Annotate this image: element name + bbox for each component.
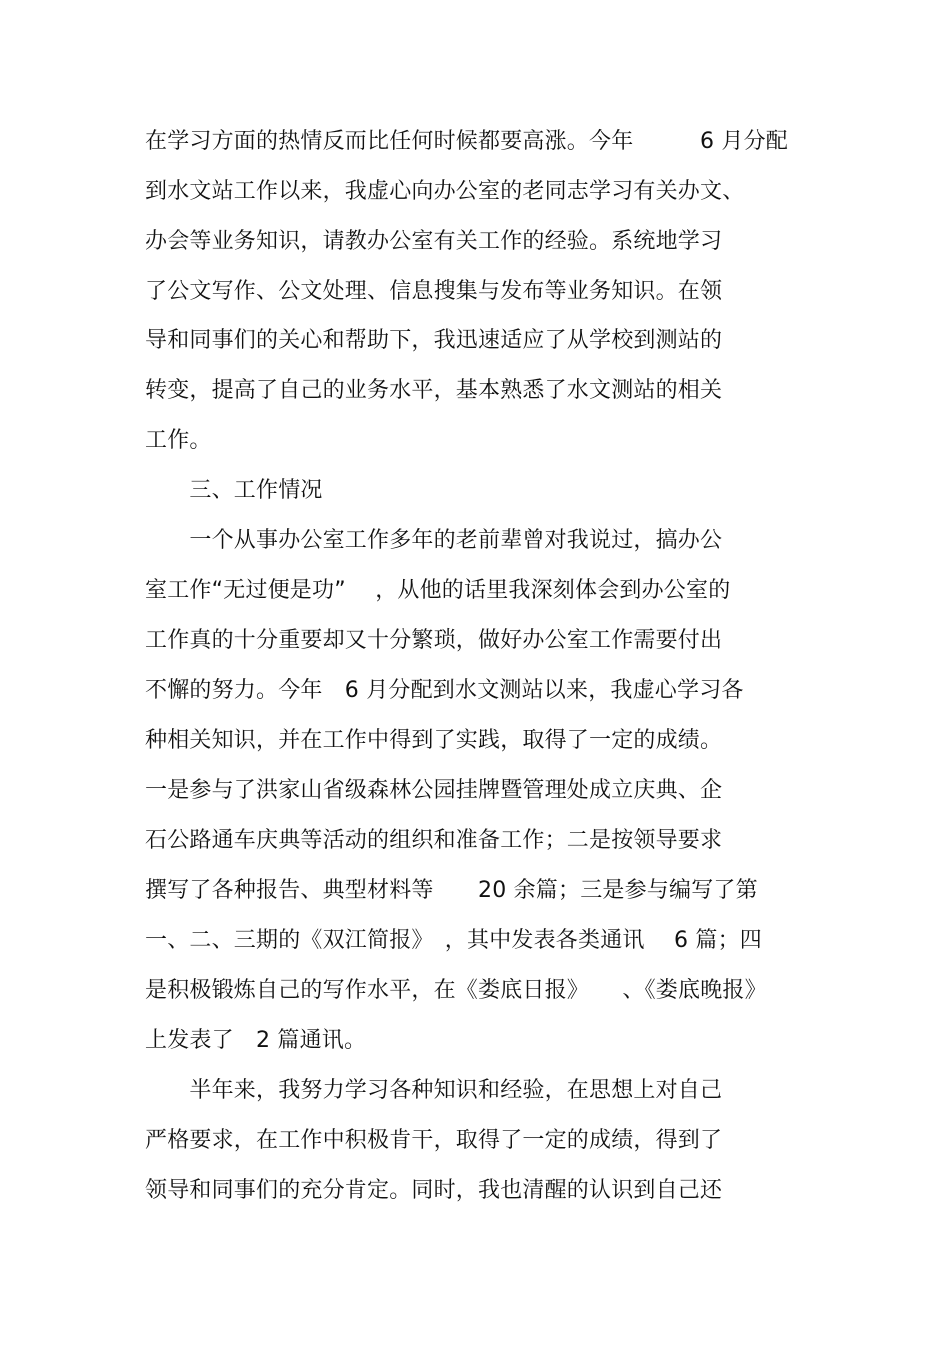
text-line: 一、二、三期的《双江简报》 ，其中发表各类通讯 6 篇；四 <box>145 928 762 953</box>
text-line: 半年来，我努力学习各种知识和经验，在思想上对自己 <box>145 1078 723 1103</box>
text-line: 领导和同事们的充分肯定。同时，我也清醒的认识到自己还 <box>145 1178 723 1203</box>
text-line: 到水文站工作以来，我虚心向办公室的老同志学习有关办文、 <box>145 179 745 204</box>
text-line: 上发表了 2 篇通讯。 <box>145 1028 367 1053</box>
text-line: 一是参与了洪家山省级森林公园挂牌暨管理处成立庆典、企 <box>145 778 723 803</box>
text-line: 转变，提高了自己的业务水平，基本熟悉了水文测站的相关 <box>145 378 723 403</box>
text-line: 不懈的努力。今年 6 月分配到水文测站以来，我虚心学习各 <box>145 678 744 703</box>
text-line: 导和同事们的关心和帮助下，我迅速适应了从学校到测站的 <box>145 328 723 353</box>
text-line: 工作真的十分重要却又十分繁琐，做好办公室工作需要付出 <box>145 628 723 653</box>
text-line: 在学习方面的热情反而比任何时候都要高涨。今年 6 月分配 <box>145 129 788 154</box>
text-line: 室工作“无过便是功” ，从他的话里我深刻体会到办公室的 <box>145 578 731 603</box>
text-line: 了公文写作、公文处理、信息搜集与发布等业务知识。在领 <box>145 279 723 304</box>
section-heading: 三、工作情况 <box>145 478 323 503</box>
text-line: 石公路通车庆典等活动的组织和准备工作；二是按领导要求 <box>145 828 723 853</box>
text-line: 严格要求，在工作中积极肯干，取得了一定的成绩，得到了 <box>145 1128 723 1153</box>
text-line: 种相关知识，并在工作中得到了实践，取得了一定的成绩。 <box>145 728 723 753</box>
text-line: 撰写了各种报告、典型材料等 20 余篇；三是参与编写了第 <box>145 878 758 903</box>
text-line: 一个从事办公室工作多年的老前辈曾对我说过，搞办公 <box>145 528 723 553</box>
text-line: 是积极锻炼自己的写作水平，在《娄底日报》 、《娄底晚报》 <box>145 978 767 1003</box>
text-line: 工作。 <box>145 428 212 453</box>
text-line: 办会等业务知识，请教办公室有关工作的经验。系统地学习 <box>145 229 723 254</box>
